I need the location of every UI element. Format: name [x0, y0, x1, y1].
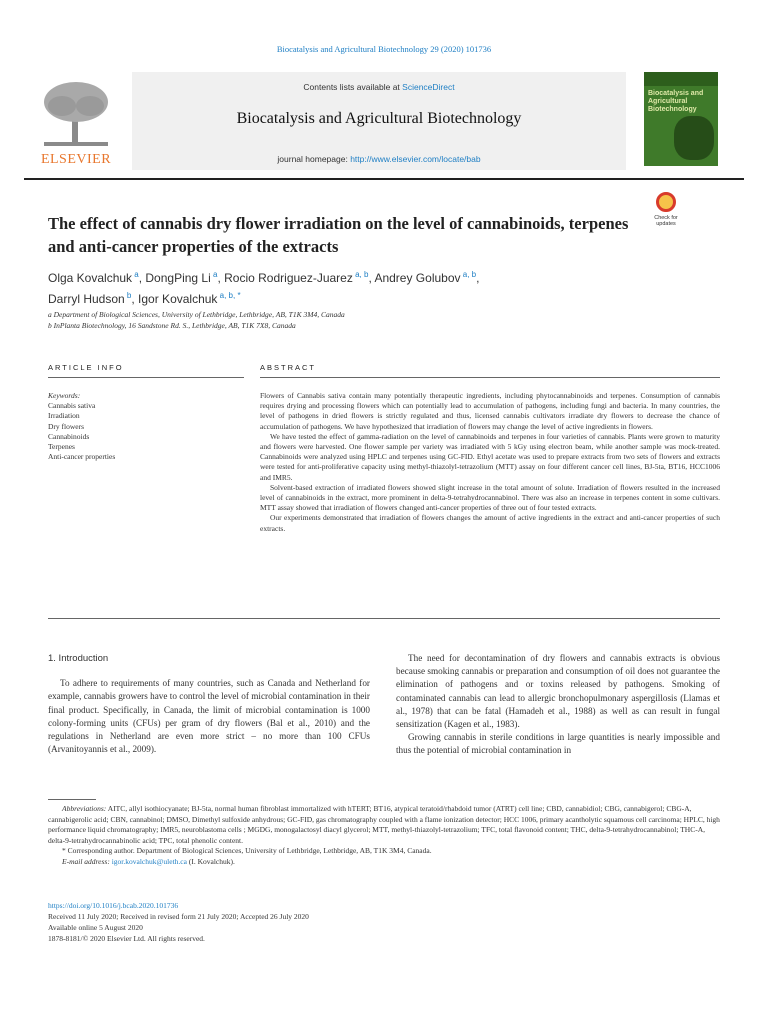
- abstract-bottom-rule: [48, 618, 720, 619]
- affiliation-a: a Department of Biological Sciences, University of Lethbridge, Lethbridge, AB, T1K 3M4, Canada: [48, 310, 345, 319]
- copyright: 1878-8181/© 2020 Elsevier Ltd. All rights reserved.: [48, 934, 205, 943]
- corresponding-author: * Corresponding author. Department of Biological Sciences, University of Lethbridge, Lethbridge, AB, T1K 3M4, Canada.: [62, 846, 432, 856]
- keywords-list: [48, 391, 244, 462]
- footnote-rule: [48, 799, 96, 800]
- cover-title: Biocatalysis and Agricultural Biotechnology: [648, 90, 704, 113]
- body-paragraph: The need for decontamination of dry flowers and cannabis extracts is obvious because smoking cannabis or preparation and consumption of oil does not guarantee the elimination of pathogens and or toxins released by pathogens. Smoking of contaminated cannabis can lead to allergic bronchopulmonary aspergillosis (Llamas et al., 1978) that can be fatal (Hamadeh et al., 1988) as well as can result in fungal sensitization (Kagen et al., 1983).: [396, 653, 720, 730]
- body-paragraph: To adhere to requirements of many countries, such as Canada and Netherland for example, cannabis growers have to control the level of microbial contamination in their final product. Specifically, in Canada, the limit of microbial contamination is 1000 colony-forming units (CFUs) per gram of dry flowers (Bal et al., 2010) and the regulations in Netherland are even more strict – no more than 100 CFUs (Arvanitoyannis et al., 2009).: [48, 678, 370, 755]
- available-online: Available online 5 August 2020: [48, 923, 143, 932]
- journal-cover[interactable]: [644, 72, 718, 166]
- author-separator: ,: [138, 271, 146, 285]
- article-title: The effect of cannabis dry flower irradiation on the level of cannabinoids, terpenes and anti-cancer properties of the extracts: [48, 214, 629, 256]
- cover-graphic: [674, 116, 714, 160]
- affiliation-b: b InPlanta Biotechnology, 16 Sandstone Rd. S., Lethbridge, AB, T1K 7X8, Canada: [48, 321, 296, 330]
- keyword-item: Dry flowers: [48, 421, 85, 431]
- abstract-paragraph: Our experiments demonstrated that irradiation of flowers changes the amount of active ingredients in the extract and anti-cancer properties of such extracts.: [260, 513, 720, 533]
- journal-banner: [132, 72, 626, 170]
- email-line: [48, 857, 720, 868]
- cover-stripe: [644, 72, 718, 86]
- author-name[interactable]: Igor Kovalchuk: [138, 292, 218, 306]
- body-right-column: [396, 652, 720, 758]
- journal-title: Biocatalysis and Agricultural Biotechnology: [236, 110, 522, 127]
- sciencedirect-link[interactable]: ScienceDirect: [402, 82, 455, 92]
- keyword-item: Terpenes: [48, 442, 75, 452]
- keyword-item: Irradiation: [48, 411, 80, 421]
- keywords-label: Keywords:: [48, 391, 81, 400]
- abstract-heading: ABSTRACT: [260, 363, 317, 372]
- email-label: E-mail address:: [62, 856, 110, 866]
- homepage-line: [132, 154, 626, 164]
- abstract-paragraph: We have tested the effect of gamma-radiation on the level of cannabinoids and terpenes in four varieties of cannabis. Plants were grown to maturity and flowers were harvested. One flower sample per variety was irradiated with 5 kGy using electron beam, while another sample was mock-treated. Cannabinoids were analyzed using HPLC and terpenes using GC-FID. Ethyl acetate was used to prepare extracts from two sets of flowers and extracts were tested for anti-proliferative capacity using methyl-thiazolyl-tetrazolium (MTT) assay on four different cancer cell lines, BJ-5ta, BT16, HCC1006 and IMR5.: [260, 431, 720, 482]
- keyword-item: Cannabis sativa: [48, 401, 96, 411]
- header-rule: [24, 178, 744, 180]
- publisher-name: ELSEVIER: [40, 152, 112, 167]
- abbreviations-text: AITC, allyl isothiocyanate; BJ-5ta, normal human fibroblast immortalized with hTERT; BT16, atypical teratoid/rhabdoid tumor (ATRT) cell line; CBD, cannabidiol; CBG, cannabigerol; CBG-A, cannabigerolic acid; CBN, cannabinol; DMSO, Dimethyl sulfoxide anhydrous; GC-FID, gas chromatography coupled with a flame ionization detector; HCC 1006, primary acantholytic squamous cell carcinoma; HPLC, high performance liquid chromatography; IMR5, neuroblastoma cells ; MGDG, monogalactosyl diacyl glycerol; MTT, methyl-thiazolyl-tetrazolium; TFC, total flavonoid content; THC, delta-9-tetrahydrocannabinol; THC-A, delta-9-tetrahydrocannabinolic acid; TPC, total phenolic content.: [48, 804, 720, 845]
- author-list: [48, 266, 688, 308]
- author-affiliation-marker[interactable]: b: [124, 291, 132, 300]
- abstract-rule: [260, 377, 720, 378]
- author-affiliation-marker[interactable]: a: [132, 270, 139, 279]
- abstract-paragraph: Flowers of Cannabis sativa contain many potentially therapeutic ingredients, including phytocannabinoids and terpenes. Consumption of cannabis requires drying and processing flowers which can potentially lead to accumulation of pathogens, including fungi and bacteria. In many countries, the level of pathogens in dried flowers is strictly regulated and thus, licensed cannabis cultivators irradiate dry flowers to decrease the chance of accumulation of pathogens. We have hypothesized that irradiation of flowers may change the level of active ingredients in flowers.: [260, 391, 720, 431]
- author-name[interactable]: Olga Kovalchuk: [48, 271, 133, 285]
- abbreviations-label: Abbreviations:: [62, 804, 107, 813]
- abstract-text: [260, 391, 720, 534]
- received-dates: Received 11 July 2020; Received in revised form 21 July 2020; Accepted 26 July 2020: [48, 912, 309, 921]
- author-affiliation-marker[interactable]: a, b: [352, 270, 369, 279]
- author-name[interactable]: Andrey Golubov: [374, 271, 461, 285]
- author-affiliation-marker[interactable]: a, b, *: [217, 291, 241, 300]
- journal-reference[interactable]: Biocatalysis and Agricultural Biotechnology 29 (2020) 101736: [276, 44, 492, 54]
- author-separator: ,: [217, 271, 225, 285]
- author-affiliation-marker[interactable]: a, b: [460, 270, 477, 279]
- check-updates-label: Check for updates: [654, 215, 678, 227]
- article-info-heading: ARTICLE INFO: [48, 363, 124, 372]
- abstract-paragraph: Solvent-based extraction of irradiated flowers showed slight increase in the total amount of solute. Irradiation of flowers resulted in the increased level of cannabinoids in the extract, more prominent in delta-9-tetrahydrocannabinol. There was also an increase in terpenes content in some cultivars. MTT assay showed that irradiation of flowers changed anti-cancer properties of three out of four tested extracts.: [260, 482, 720, 513]
- body-left-column: [48, 652, 370, 756]
- contents-line: [132, 82, 626, 92]
- body-paragraph: Growing cannabis in sterile conditions in large quantities is nearly impossible and thus the potential of microbial contamination in: [396, 732, 720, 756]
- author-name[interactable]: DongPing Li: [145, 271, 211, 285]
- publication-info: [48, 900, 720, 944]
- check-updates-icon: [656, 192, 676, 212]
- author-separator: ,: [368, 271, 375, 285]
- doi-link[interactable]: https://doi.org/10.1016/j.bcab.2020.101736: [48, 901, 179, 910]
- abbreviations-footnote: [48, 804, 720, 846]
- author-separator: ,: [131, 292, 139, 306]
- elsevier-tree-icon: [38, 80, 114, 148]
- check-for-updates-button[interactable]: [648, 192, 684, 236]
- contents-prefix: Contents lists available at: [303, 82, 403, 92]
- author-affiliation-marker[interactable]: a: [210, 270, 218, 279]
- keyword-item: Anti-cancer properties: [48, 452, 116, 462]
- affiliations: [48, 309, 688, 331]
- email-suffix: (I. Kovalchuk).: [186, 856, 235, 866]
- author-separator: ,: [476, 271, 480, 285]
- elsevier-logo: [24, 80, 128, 170]
- author-name[interactable]: Rocio Rodriguez-Juarez: [224, 271, 353, 285]
- author-name[interactable]: Darryl Hudson: [48, 292, 125, 306]
- footnotes: [48, 804, 720, 868]
- journal-header: [24, 72, 744, 170]
- keyword-item: Cannabinoids: [48, 431, 90, 441]
- homepage-link[interactable]: http://www.elsevier.com/locate/bab: [350, 154, 481, 164]
- article-info-rule: [48, 377, 244, 378]
- introduction-heading: 1. Introduction: [48, 653, 109, 664]
- email-link[interactable]: igor.kovalchuk@uleth.ca: [111, 856, 187, 866]
- homepage-prefix: journal homepage:: [277, 154, 351, 164]
